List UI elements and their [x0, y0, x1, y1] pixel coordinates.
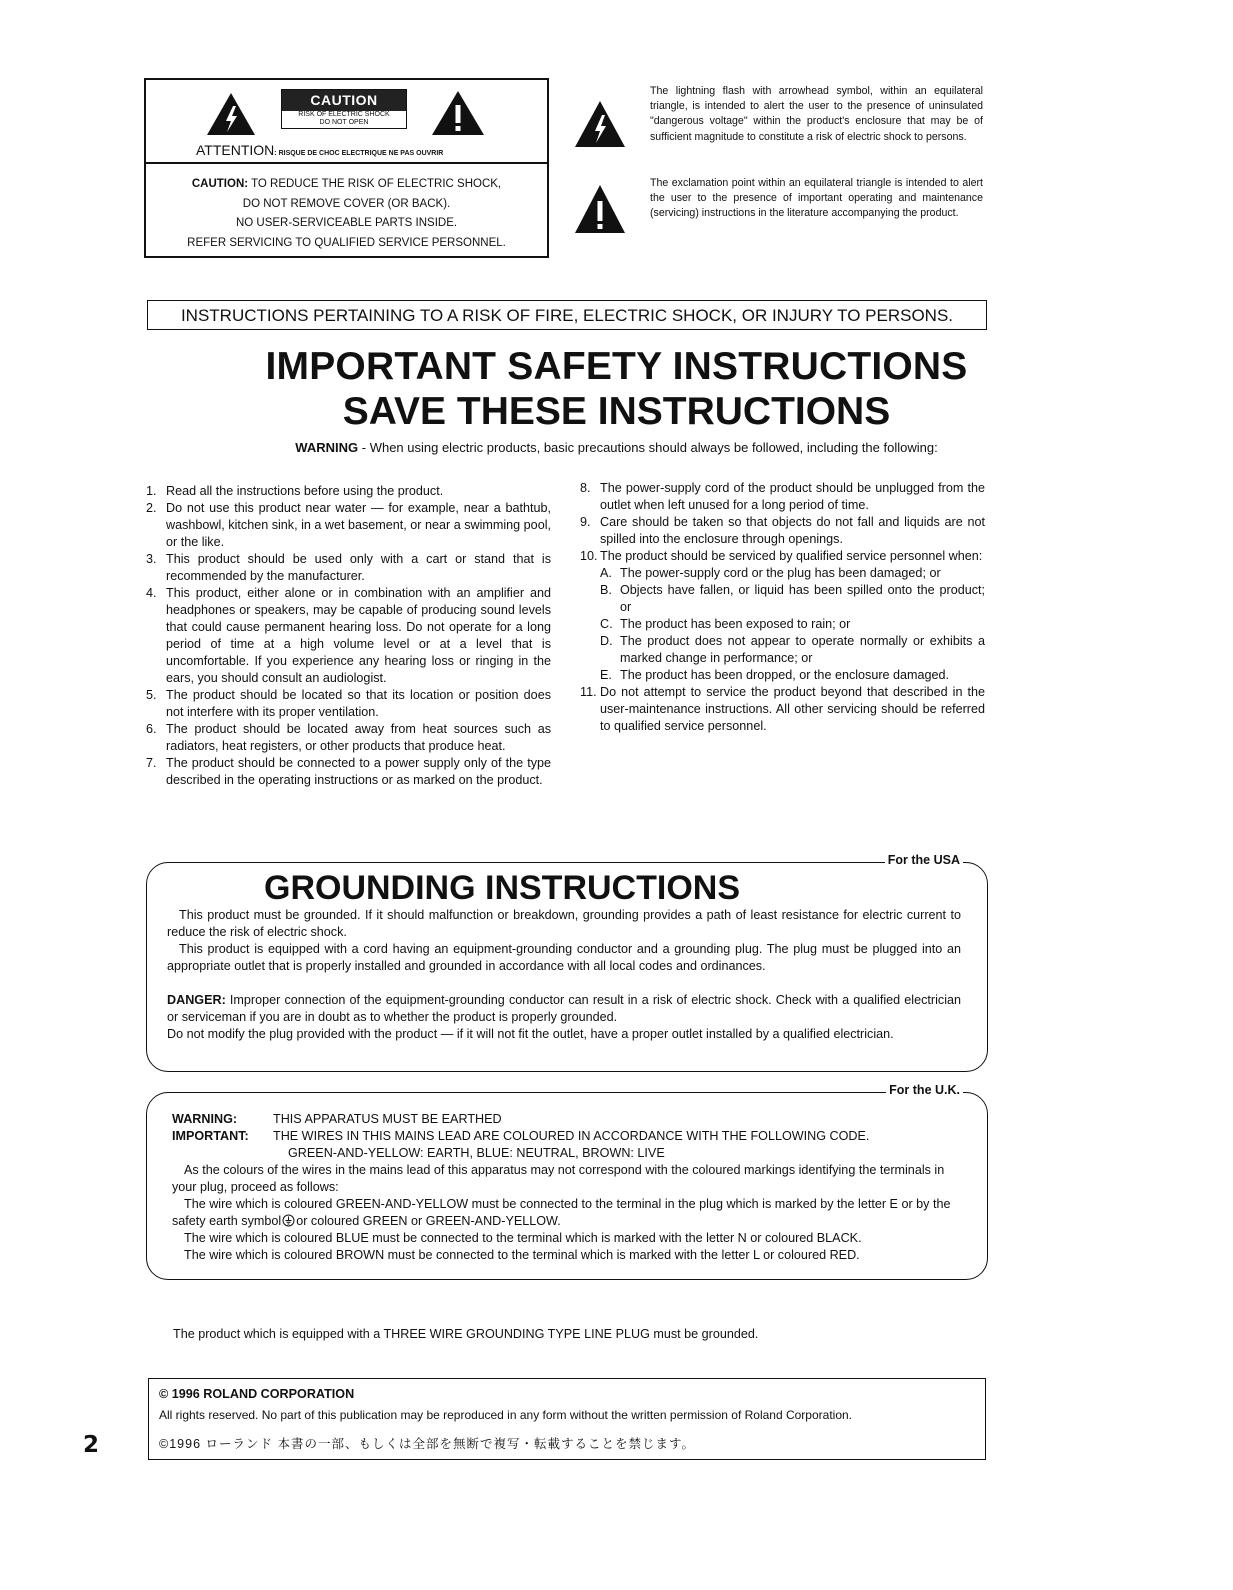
- sub-list-text: Objects have fallen, or liquid has been spilled onto the product; or: [620, 583, 985, 614]
- list-item: [580, 514, 985, 548]
- danger-label: DANGER:: [167, 993, 226, 1007]
- lightning-triangle-icon: [574, 100, 626, 148]
- list-text: Do not attempt to service the product beyond that described in the user-maintenance instructions. All other servicing should be referred to qualified service personnel.: [600, 685, 985, 733]
- uk-earthing-box: [146, 1083, 988, 1280]
- grounding-paragraph: Do not modify the plug provided with the product — if it will not fit the outlet, have a proper outlet installed by a qualified electrician.: [167, 1027, 894, 1041]
- grounding-paragraph: This product must be grounded. If it should malfunction or breakdown, grounding provides a path of least resistance for electric current to reduce the risk of electric shock.: [167, 908, 961, 939]
- exclamation-symbol-explanation: The exclamation point within an equilateral triangle is intended to alert the user to the presence of important operating and maintenance (servicing) instructions in the literature accompanying the product.: [650, 177, 983, 220]
- list-text: Care should be taken so that objects do not fall and liquids are not spilled into the enclosure through openings.: [600, 515, 985, 546]
- list-number: 9.: [580, 515, 591, 529]
- caution-sub-text: RISK OF ELECTRIC SHOCK: [298, 111, 390, 118]
- instructions-list-right: [580, 480, 985, 735]
- three-wire-note: The product which is equipped with a THREE WIRE GROUNDING TYPE LINE PLUG must be grounded.: [173, 1327, 759, 1341]
- sub-list-letter: C.: [600, 617, 613, 631]
- uk-warning-text: THIS APPARATUS MUST BE EARTHED: [273, 1112, 502, 1126]
- sub-list-text: The product does not appear to operate normally or exhibits a marked change in performance; or: [620, 634, 985, 665]
- list-number: 5.: [146, 688, 157, 702]
- uk-tag: For the U.K.: [886, 1083, 963, 1097]
- sub-list-item: [600, 667, 985, 684]
- list-text: The product should be connected to a power supply only of the type described in the operating instructions or as marked on the product.: [166, 756, 551, 787]
- sub-list-letter: A.: [600, 566, 612, 580]
- list-item: [146, 500, 551, 551]
- list-text: Do not use this product near water — for example, near a bathtub, washbowl, kitchen sink, in a wet basement, or near a swimming pool, or the like.: [166, 501, 551, 549]
- caution-line: REFER SERVICING TO QUALIFIED SERVICE PERSONNEL.: [187, 236, 506, 249]
- uk-paragraph-text: The wire which is coloured GREEN-AND-YELLOW must be connected to the terminal in the plug which is marked by the letter E or by the safety earth symbol: [172, 1197, 951, 1228]
- list-number: 8.: [580, 481, 591, 495]
- caution-line: TO REDUCE THE RISK OF ELECTRIC SHOCK,: [248, 178, 502, 190]
- sub-list-letter: E.: [600, 668, 612, 682]
- caution-title: CAUTION: [282, 90, 406, 111]
- list-number: 7.: [146, 756, 157, 770]
- caution-label: [281, 89, 407, 129]
- attention-line: [196, 142, 443, 158]
- grounding-text: [167, 907, 961, 1043]
- sub-list-item: [600, 633, 985, 667]
- lightning-symbol-explanation: The lightning flash with arrowhead symbol, within an equilateral triangle, is intended to alert the user to the presence of uninsulated "dangerous voltage" within the product's enclosure that may be of sufficient magnitude to constitute a risk of electric shock to persons.: [650, 85, 983, 143]
- uk-important-text: THE WIRES IN THIS MAINS LEAD ARE COLOURED IN ACCORDANCE WITH THE FOLLOWING CODE.: [273, 1129, 870, 1143]
- caution-label-word: CAUTION:: [191, 178, 249, 190]
- sub-list-letter: D.: [600, 634, 613, 648]
- main-subtitle: SAVE THESE INSTRUCTIONS: [342, 390, 891, 433]
- sub-list-text: The power-supply cord or the plug has been damaged; or: [620, 566, 941, 580]
- electric-shock-warning-icon: [206, 92, 256, 136]
- danger-text: Improper connection of the equipment-grounding conductor can result in a risk of electric shock. Check with a qualified electrician or serviceman if you are in doubt as to whether the product is properly grounded.: [167, 993, 961, 1024]
- uk-paragraph: [172, 1196, 961, 1230]
- uk-paragraph: The wire which is coloured BROWN must be connected to the terminal which is marked with the letter L or coloured RED.: [184, 1248, 860, 1262]
- grounding-paragraph: This product is equipped with a cord having an equipment-grounding conductor and a grounding plug. The plug must be plugged into an appropriate outlet that is properly installed and grounded in accordance with all local codes and ordinances.: [167, 942, 961, 973]
- list-item: [146, 585, 551, 687]
- list-item: [580, 684, 985, 735]
- attention-word: ATTENTION: [196, 142, 275, 158]
- list-number: 4.: [146, 586, 157, 600]
- list-number: 10.: [580, 549, 598, 563]
- sub-list-text: The product has been exposed to rain; or: [620, 617, 851, 631]
- copyright-heading: © 1996 ROLAND CORPORATION: [159, 1387, 355, 1401]
- sub-list-item: [600, 616, 985, 633]
- attention-french: : RISQUE DE CHOC ELECTRIQUE NE PAS OUVRIR: [274, 150, 444, 157]
- main-title: IMPORTANT SAFETY INSTRUCTIONS: [265, 345, 968, 388]
- exclamation-triangle-icon: [574, 184, 626, 234]
- caution-label-area: [146, 80, 547, 164]
- caution-line: DO NOT REMOVE COVER (OR BACK).: [242, 197, 451, 210]
- list-number: 2.: [146, 501, 157, 515]
- list-number: 11.: [580, 685, 597, 699]
- sub-list-item: [600, 582, 985, 616]
- sub-list-letter: B.: [600, 583, 612, 597]
- caution-line: NO USER-SERVICEABLE PARTS INSIDE.: [235, 217, 458, 229]
- list-text: The power-supply cord of the product should be unplugged from the outlet when left unused for a long period of time.: [600, 481, 985, 512]
- list-item: [146, 551, 551, 585]
- warning-line: [0, 440, 1233, 455]
- sub-list-item: [600, 565, 985, 582]
- list-number: 3.: [146, 552, 157, 566]
- sub-list-text: The product has been dropped, or the enclosure damaged.: [620, 668, 950, 682]
- exclamation-warning-icon: [431, 90, 485, 136]
- uk-important-row: [172, 1128, 961, 1145]
- uk-color-code: GREEN-AND-YELLOW: EARTH, BLUE: NEUTRAL, BROWN: LIVE: [288, 1146, 665, 1160]
- copyright-rights: All rights reserved. No part of this publication may be reproduced in any form without the written permission of Roland Corporation.: [159, 1408, 853, 1422]
- warning-label: WARNING: [295, 440, 359, 455]
- list-item: [146, 721, 551, 755]
- usa-grounding-box: [146, 853, 988, 1072]
- list-text: This product, either alone or in combination with an amplifier and headphones or speakers, may be capable of producing sound levels that could cause permanent hearing loss. Do not operate for a long period of time at a high volume level or at a level that is uncomfortable. If you experience any hearing loss or ringing in the ears, you should consult an audiologist.: [166, 586, 551, 685]
- list-text: This product should be used only with a cart or stand that is recommended by the manufacturer.: [166, 552, 551, 583]
- grounding-title: GROUNDING INSTRUCTIONS: [264, 869, 740, 907]
- uk-warning-row: [172, 1111, 961, 1128]
- caution-box: [144, 78, 549, 258]
- list-text: Read all the instructions before using the product.: [166, 484, 444, 498]
- warning-text: - When using electric products, basic precautions should always be followed, including the following:: [358, 440, 938, 455]
- instructions-banner: INSTRUCTIONS PERTAINING TO A RISK OF FIRE, ELECTRIC SHOCK, OR INJURY TO PERSONS.: [147, 300, 987, 330]
- copyright-box: [148, 1378, 986, 1460]
- list-item: [146, 687, 551, 721]
- list-text: The product should be located away from heat sources such as radiators, heat registers, or other products that produce heat.: [166, 722, 551, 753]
- copyright-japanese: ©1996 ローランド 本書の一部、もしくは全部を無断で複写・転載することを禁じます。: [159, 1437, 695, 1451]
- uk-important-label: IMPORTANT:: [172, 1129, 249, 1143]
- list-item: [580, 480, 985, 514]
- caution-sub-text: DO NOT OPEN: [319, 119, 369, 126]
- uk-paragraph: As the colours of the wires in the mains lead of this apparatus may not correspond with the coloured markings identifying the terminals in your plug, proceed as follows:: [172, 1163, 945, 1194]
- list-number: 1.: [146, 484, 157, 498]
- earth-symbol-icon: [282, 1214, 295, 1227]
- page-number: 2: [83, 1432, 100, 1458]
- instructions-list-left: [146, 483, 551, 789]
- caution-text: [146, 175, 547, 253]
- list-text: The product should be serviced by qualified service personnel when:: [600, 549, 983, 563]
- list-item: [146, 755, 551, 789]
- uk-paragraph-text: or coloured GREEN or GREEN-AND-YELLOW.: [296, 1214, 561, 1228]
- list-text: The product should be located so that its location or position does not interfere with its proper ventilation.: [166, 688, 551, 719]
- uk-warning-label: WARNING:: [172, 1112, 238, 1126]
- usa-tag: For the USA: [885, 853, 963, 867]
- danger-paragraph: [167, 992, 961, 1026]
- uk-text: [172, 1111, 961, 1264]
- list-number: 6.: [146, 722, 157, 736]
- list-item: [580, 548, 985, 565]
- uk-paragraph: The wire which is coloured BLUE must be connected to the terminal which is marked with the letter N or coloured BLACK.: [184, 1231, 862, 1245]
- list-item: [146, 483, 551, 500]
